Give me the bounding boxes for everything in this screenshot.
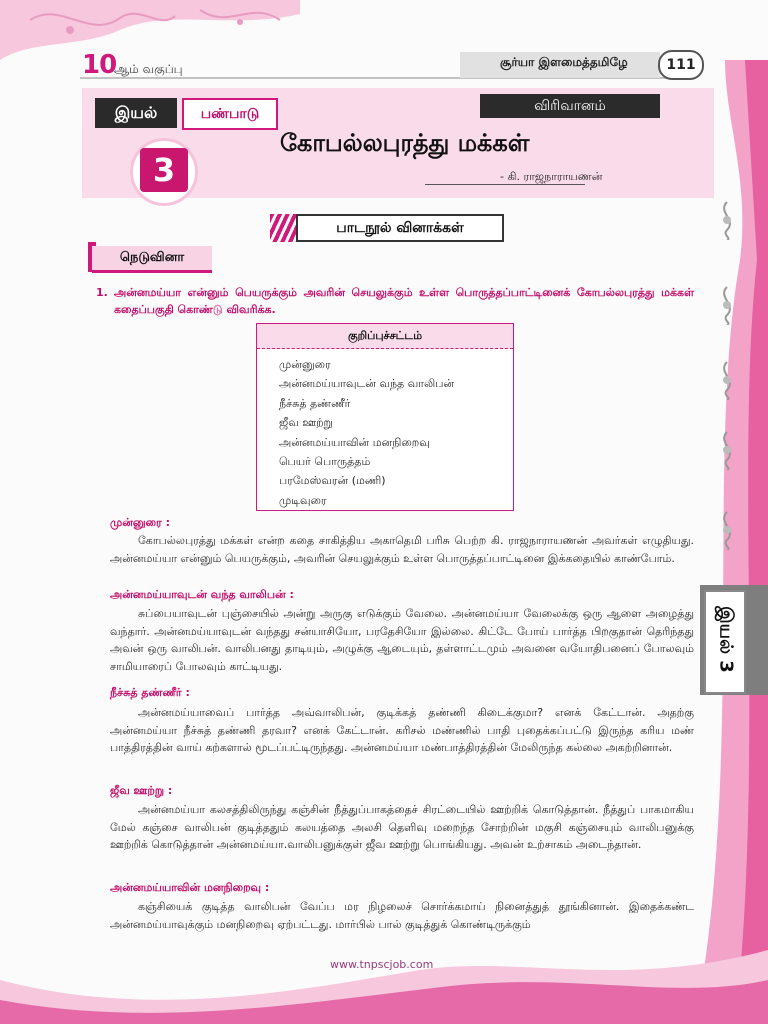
author-name: - கி. ராஜநாராயணன் (500, 170, 603, 183)
page-number: 111 (658, 50, 704, 80)
list-item: நீச்சுத் தண்ணீர் (279, 396, 351, 410)
section-heading-water: நீச்சுத் தண்ணீர் : (110, 686, 190, 699)
ornament-icon (712, 200, 742, 240)
iyal-label: இயல் (95, 98, 177, 128)
book-title: சூர்யா இளமைத்தமிழே (500, 55, 628, 69)
section-text: கஞ்சியைக் குடித்த வாலிபன் வேப்ப மர நிழலைச் சொர்க்கமாய் நினைத்துத் தூங்கினான். இதைக்கண்ட அன்னமய்யாவுக்கும் மனநிறைவு ஏற்பட்டது. மார்பில் பால் குடித்துக் கொண்டிருக்கும் (110, 900, 694, 931)
bottom-wave-decoration (0, 930, 768, 1024)
question-text: அன்னமய்யா என்னும் பெயருக்கும் அவரின் செயலுக்கும் உள்ள பொருத்தப்பாட்டினைக் கோபல்லபுரத்து மக்கள் கதைப்பகுதி கொண்டு விவரிக்க. (114, 286, 694, 316)
section-heading-spring: ஜீவ ஊற்று : (110, 784, 173, 797)
list-item: முன்னுரை (279, 358, 331, 371)
section-heading-content: அன்னமய்யாவின் மனநிறைவு : (110, 881, 270, 894)
floral-decoration-icon (0, 0, 300, 70)
section-text: அன்னமய்யாவைப் பார்த்த அவ்வாலிபன், குடிக்கத் தண்ணி கிடைக்குமா? எனக் கேட்டான். அதற்கு அன்னமய்யா நீச்சுத் தண்ணி தரவா? எனக் கேட்டான். கரிசல் மண்ணில் பாதி புதைக்கப்பட்டு இருந்த கரிய மண் பாத்திரத்தின் வாய் கற்களால் மூடப்பட்டிருந்தது. அன்னமய்யா மண்பாத்திரத்தின் மேலிருந்த கல்லை அகற்றினான். (110, 706, 694, 754)
list-item: அன்னமய்யாவின் மனநிறைவு (279, 435, 430, 449)
outline-list (257, 355, 513, 510)
section-heading-youth: அன்னமய்யாவுடன் வந்த வாலிபன் : (110, 588, 294, 601)
stripes-icon (270, 214, 298, 242)
ornament-icon (712, 360, 742, 400)
viri-label: விரிவானம் (480, 94, 660, 118)
list-item: பரமேஸ்வரன் (மணி) (279, 474, 386, 488)
chapter-title: கோபல்லபுரத்து மக்கள் (280, 128, 530, 157)
list-item: முடிவுரை (279, 493, 327, 507)
section-text: அன்னமய்யா கலசத்திலிருந்து கஞ்சின் நீத்துப்பாகத்தைச் சிரட்டையில் ஊற்றிக் கொடுத்தான். நீத்துப் பாகமாகிய மேல் கஞ்சை வாலிபன் குடித்ததும் கலயத்தை அலசி தெளிவு மறைந்த சோற்றின் மகுசி கஞ்சையும் வாலிபனுக்கு ஊற்றிக் கொடுத்தான் அன்னமய்யா.வாலிபனுக்குள் ஜீவ ஊற்று பொங்கியது. அவன் உற்சாகம் அடைந்தான். (110, 803, 694, 851)
grade-text: ஆம் வகுப்பு (114, 62, 183, 76)
section-heading: பாடநூல் வினாக்கள் (296, 214, 504, 242)
outline-heading: குறிப்புச்சட்டம் (257, 324, 513, 349)
chapter-number: 3 (140, 148, 188, 192)
section-text: சுப்பையாவுடன் புஞ்சையில் அன்று அருகு எடுக்கும் வேலை. அன்னமய்யா வேலைக்கு ஒரு ஆளை அழைத்து வந்தார். அன்னமய்யாவுடன் வந்தது சன்யாசியோ, பரதேசியோ இல்லை. கிட்டே போய் பார்த்த பிறகுதான் தெரிந்தது அவன் ஒரு வாலிபன். வாலிபனது தாடியும், அழுக்கு ஆடையும், தள்ளாட்டமும் அவனை வயோதிபனைப் போலவும் சாமியாரைப் போலவும் காட்டியது. (110, 607, 694, 673)
side-tab-label: இயல் 3 (715, 606, 737, 673)
list-item: அன்னமய்யாவுடன் வந்த வாலிபன் (279, 377, 455, 391)
list-item: ஜீவ ஊற்று (279, 416, 333, 430)
question (96, 284, 694, 318)
nedu-label: நெடுவினா (92, 246, 212, 273)
question-number: 1. (96, 286, 108, 299)
ornament-icon (712, 510, 742, 550)
section-text: கோபல்லபுரத்து மக்கள் என்ற கதை சாகித்திய அகாதெமி பரிசு பெற்ற கி. ராஜநாராயணன் அவர்கள் எழுதியது. அன்னமய்யா என்னும் பெயருக்கும், அவரின் செயலுக்கும் உள்ள பொருத்தப்பாட்டினை இக்கதையில் காண்போம். (110, 534, 694, 565)
list-item: பெயர் பொருத்தம் (279, 455, 371, 469)
ornament-icon (712, 285, 742, 325)
footer-url: www.tnpscjob.com (330, 958, 434, 971)
grade-number: 10 (82, 50, 117, 80)
ornament-icon (712, 430, 742, 470)
outline-box (256, 323, 514, 511)
section-heading-intro: முன்னுரை : (110, 516, 170, 529)
panpadu-label: பண்பாடு (182, 98, 278, 130)
